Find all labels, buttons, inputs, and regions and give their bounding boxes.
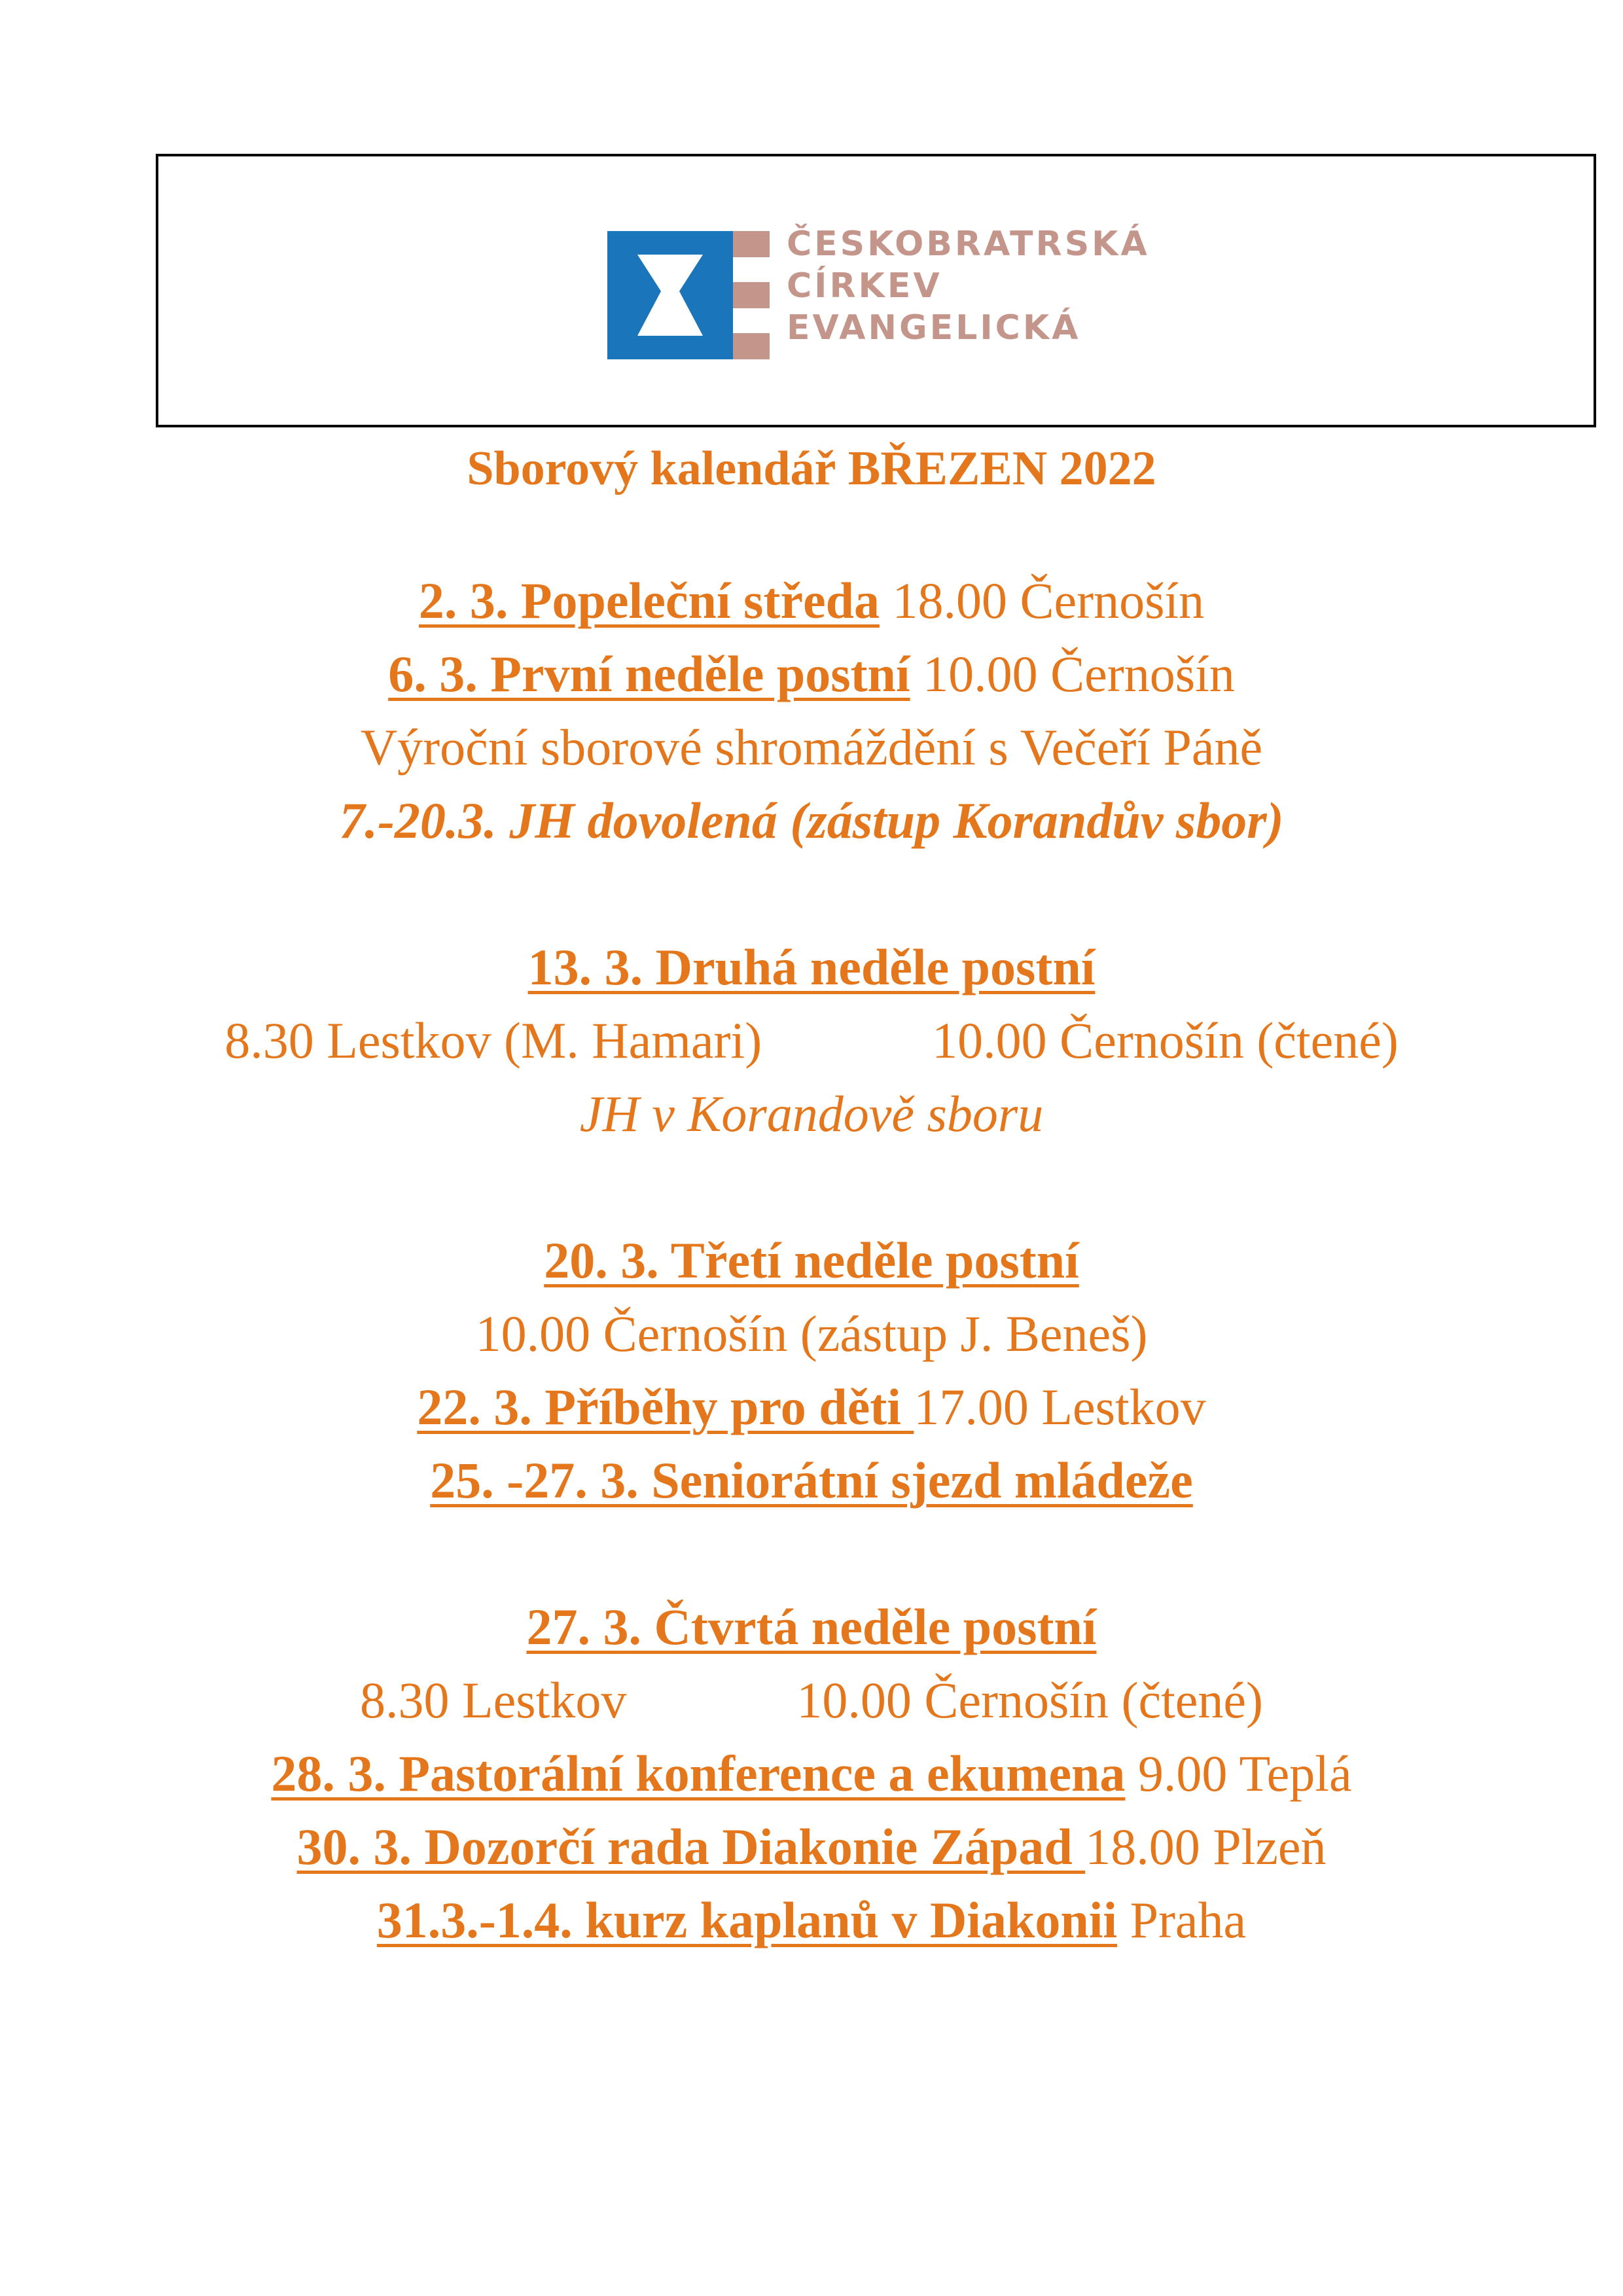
event-label: 25. -27. 3. Seniorátní sjezd mládeže [430,1452,1193,1509]
page-title: Sborový kalendář BŘEZEN 2022 [467,442,1156,495]
entry-annual-meeting-note: Výroční sborové shromáždění s Večeří Páně [360,719,1263,776]
event-label: 30. 3. Dozorčí rada Diakonie Západ [296,1818,1086,1875]
event-label: 13. 3. Druhá neděle postní [527,939,1096,996]
entry-second-lent-note: JH v Korandově sboru [579,1085,1044,1142]
logo-line-3: EVANGELICKÁ [787,308,1081,348]
entry-stories-for-kids [0,1371,1623,1444]
entry-pastoral-conference [0,1737,1623,1810]
ecce-chalice-logo-icon [607,231,779,359]
event-detail: 18.00 Černošín [879,572,1205,629]
entry-ash-wednesday [0,564,1623,637]
event-detail: Praha [1117,1892,1247,1948]
event-detail: 9.00 Teplá [1125,1745,1352,1802]
entry-second-lent-sunday [0,931,1623,1004]
event-detail: 18.00 Plzeň [1085,1818,1327,1875]
entry-third-lent-service: 10.00 Černošín (zástup J. Beneš) [475,1305,1148,1362]
event-label: 27. 3. Čtvrtá neděle postní [526,1598,1097,1655]
logo-wordmark [787,223,1150,349]
calendar-content [0,432,1623,1957]
event-detail: 17.00 Lestkov [914,1378,1206,1435]
service-left: 8.30 Lestkov [360,1672,627,1729]
logo-line-1: ČESKOBRATRSKÁ [787,224,1150,264]
entry-chaplain-course [0,1884,1623,1957]
entry-fourth-lent-sunday [0,1590,1623,1664]
entry-diakonie-board [0,1810,1623,1884]
entry-first-lent-sunday [0,637,1623,711]
event-label: 20. 3. Třetí neděle postní [544,1232,1079,1289]
event-label: 6. 3. První neděle postní [388,645,910,702]
service-right: 10.00 Černošín (čtené) [796,1672,1263,1729]
event-label: 28. 3. Pastorální konference a ekumena [271,1745,1126,1802]
event-label: 31.3.-1.4. kurz kaplanů v Diakonii [376,1892,1118,1948]
entry-youth-convention [0,1444,1623,1517]
event-label: 2. 3. Popeleční středa [418,572,880,629]
service-left: 8.30 Lestkov (M. Hamari) [224,1012,762,1069]
logo-box [156,154,1596,427]
logo-line-2: CÍRKEV [787,266,942,306]
entry-vacation: 7.-20.3. JH dovolená (zástup Korandův sbor) [339,792,1284,849]
entry-fourth-lent-services [0,1664,1623,1737]
entry-third-lent-sunday [0,1224,1623,1297]
entry-second-lent-services [0,1004,1623,1077]
service-right: 10.00 Černošín (čtené) [932,1012,1399,1069]
event-label: 22. 3. Příběhy pro děti [417,1378,914,1435]
event-detail: 10.00 Černošín [910,645,1235,702]
